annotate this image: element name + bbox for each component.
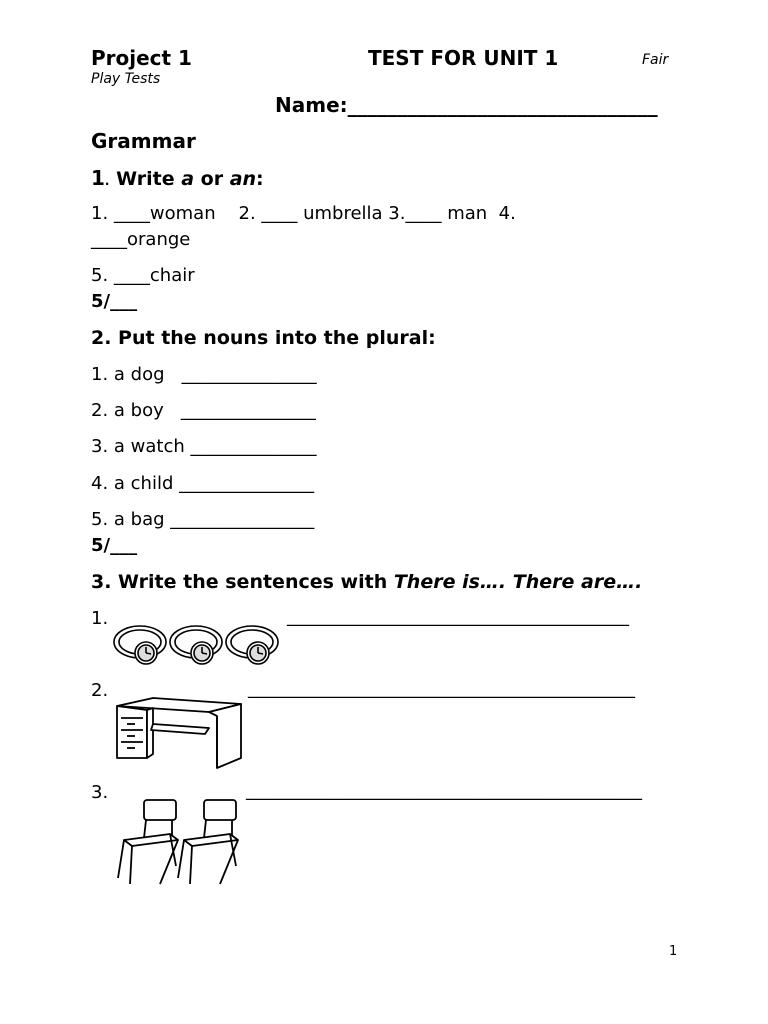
- desk-icon: [113, 694, 245, 770]
- ex1-word-a: a: [181, 168, 195, 190]
- ex2-item-2: 2. a boy _______________: [91, 400, 316, 421]
- ex3-item-3-number: 3.: [91, 782, 109, 803]
- ex2-item-4: 4. a child _______________: [91, 473, 315, 494]
- section-title: Grammar: [91, 129, 196, 153]
- ex1-score: 5/___: [91, 291, 138, 312]
- ex2-item-5: 5. a bag ________________: [91, 509, 315, 530]
- ex3-item-2-number: 2.: [91, 680, 109, 701]
- level-label: Fair: [642, 52, 669, 68]
- ex2-item-1: 1. a dog _______________: [91, 364, 317, 385]
- project-title: Project 1: [91, 46, 192, 70]
- ex1-number: 1: [91, 166, 105, 190]
- ex1-word-an: an: [229, 168, 257, 190]
- name-field: Name:_______________________________: [275, 93, 658, 117]
- ex3-item-1-number: 1.: [91, 608, 109, 629]
- ex3-there-are: There are….: [506, 571, 643, 593]
- ex3-answer-line-1: ______________________________________: [287, 606, 629, 627]
- three-watches-icon: [112, 620, 284, 670]
- exercise-3-title: [91, 571, 642, 593]
- test-title: TEST FOR UNIT 1: [368, 46, 559, 70]
- ex1-title-a: Write: [116, 168, 182, 190]
- ex1-title-or: or: [194, 168, 230, 190]
- subtitle: Play Tests: [91, 71, 161, 87]
- ex3-answer-line-3: ____________________________________________: [246, 780, 642, 801]
- ex1-line-2: ____orange: [91, 229, 191, 250]
- ex1-line-3: 5. ____chair: [91, 265, 195, 286]
- page-number: 1: [669, 944, 678, 959]
- exercise-2-title: 2. Put the nouns into the plural:: [91, 327, 436, 349]
- ex1-dot: .: [104, 174, 110, 188]
- ex2-item-3: 3. a watch ______________: [91, 436, 317, 457]
- ex3-title-prefix: 3. Write the sentences with: [91, 571, 394, 593]
- ex3-there-is: There is….: [393, 571, 507, 593]
- two-chairs-icon: [114, 798, 244, 884]
- ex3-answer-line-2: ___________________________________________: [248, 678, 635, 699]
- ex2-score: 5/___: [91, 535, 138, 556]
- ex1-colon: :: [256, 168, 264, 190]
- exercise-1-title: [91, 166, 264, 190]
- ex1-line-1: 1. ____woman 2. ____ umbrella 3.____ man 4.: [91, 203, 516, 224]
